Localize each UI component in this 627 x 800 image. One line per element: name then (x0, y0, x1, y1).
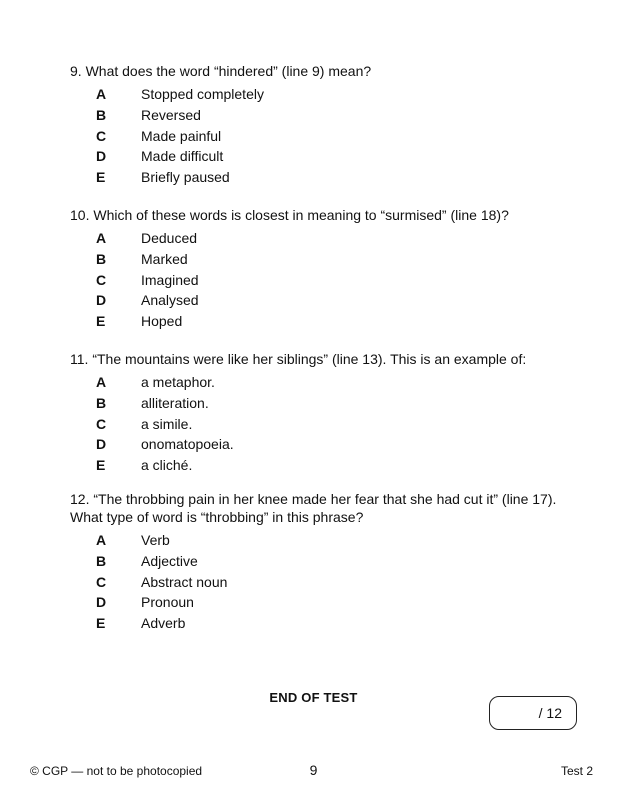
option-letter: D (96, 436, 107, 453)
option-text: Pronoun (141, 594, 194, 611)
options-list (70, 228, 570, 331)
option-text: Marked (141, 251, 188, 268)
option-letter: C (96, 415, 107, 432)
question-text: 10. Which of these words is closest in meaning to “surmised” (line 18)? (70, 207, 509, 223)
option-text: Imagined (141, 271, 199, 288)
option-letter: E (96, 313, 106, 330)
option-letter: D (96, 594, 107, 611)
question-9 (70, 62, 570, 187)
option-letter: E (96, 169, 106, 186)
page-number: 9 (309, 762, 318, 778)
option-text: Briefly paused (141, 169, 230, 186)
option-text: a cliché. (141, 457, 193, 474)
question-text: 12. “The throbbing pain in her knee made her fear that she had cut it” (line 17). What type of word is “throbbing” in this phrase? (70, 491, 557, 525)
option-text: Stopped completely (141, 86, 264, 103)
end-of-test-label: END OF TEST (269, 690, 358, 705)
option-a[interactable] (70, 84, 570, 105)
option-text: a simile. (141, 415, 193, 432)
score-total: / 12 (538, 705, 562, 721)
option-text: Adverb (141, 615, 186, 632)
score-box (489, 696, 577, 730)
option-c[interactable] (70, 413, 570, 434)
options-list (70, 530, 570, 633)
option-letter: E (96, 615, 106, 632)
option-letter: B (96, 107, 107, 124)
option-d[interactable] (70, 434, 570, 455)
question-10 (70, 206, 570, 331)
option-text: Made difficult (141, 148, 224, 165)
option-b[interactable] (70, 105, 570, 126)
option-text: Deduced (141, 230, 198, 247)
option-text: Hoped (141, 313, 183, 330)
option-letter: C (96, 271, 107, 288)
option-letter: B (96, 553, 107, 570)
option-text: alliteration. (141, 395, 209, 412)
option-e[interactable] (70, 167, 570, 188)
options-list (70, 84, 570, 187)
option-a[interactable] (70, 530, 570, 551)
option-text: Verb (141, 532, 170, 549)
option-letter: B (96, 251, 107, 268)
option-letter: A (96, 532, 107, 549)
option-letter: B (96, 395, 107, 412)
option-letter: D (96, 148, 107, 165)
option-text: a metaphor. (141, 374, 215, 391)
option-b[interactable] (70, 551, 570, 572)
option-letter: A (96, 230, 107, 247)
test-label: Test 2 (560, 764, 593, 778)
option-letter: C (96, 573, 107, 590)
option-d[interactable] (70, 146, 570, 167)
option-text: Analysed (141, 292, 199, 309)
options-list (70, 372, 570, 475)
option-b[interactable] (70, 249, 570, 270)
option-letter: E (96, 457, 106, 474)
option-a[interactable] (70, 372, 570, 393)
question-text: 9. What does the word “hindered” (line 9) mean? (70, 63, 372, 79)
option-text: Reversed (141, 107, 201, 124)
option-letter: C (96, 127, 107, 144)
option-text: Abstract noun (141, 573, 228, 590)
option-d[interactable] (70, 592, 570, 613)
option-text: onomatopoeia. (141, 436, 234, 453)
option-c[interactable] (70, 571, 570, 592)
question-text: 11. “The mountains were like her siblings” (line 13). This is an example of: (70, 351, 527, 367)
option-d[interactable] (70, 290, 570, 311)
option-e[interactable] (70, 613, 570, 634)
copyright-notice: © CGP — not to be photocopied (30, 764, 203, 778)
option-e[interactable] (70, 455, 570, 476)
option-letter: A (96, 374, 107, 391)
option-text: Adjective (141, 553, 198, 570)
option-c[interactable] (70, 125, 570, 146)
option-text: Made painful (141, 127, 222, 144)
option-letter: A (96, 86, 107, 103)
option-c[interactable] (70, 269, 570, 290)
option-b[interactable] (70, 393, 570, 414)
option-a[interactable] (70, 228, 570, 249)
option-e[interactable] (70, 311, 570, 332)
option-letter: D (96, 292, 107, 309)
question-12 (70, 490, 570, 633)
question-11 (70, 350, 570, 475)
